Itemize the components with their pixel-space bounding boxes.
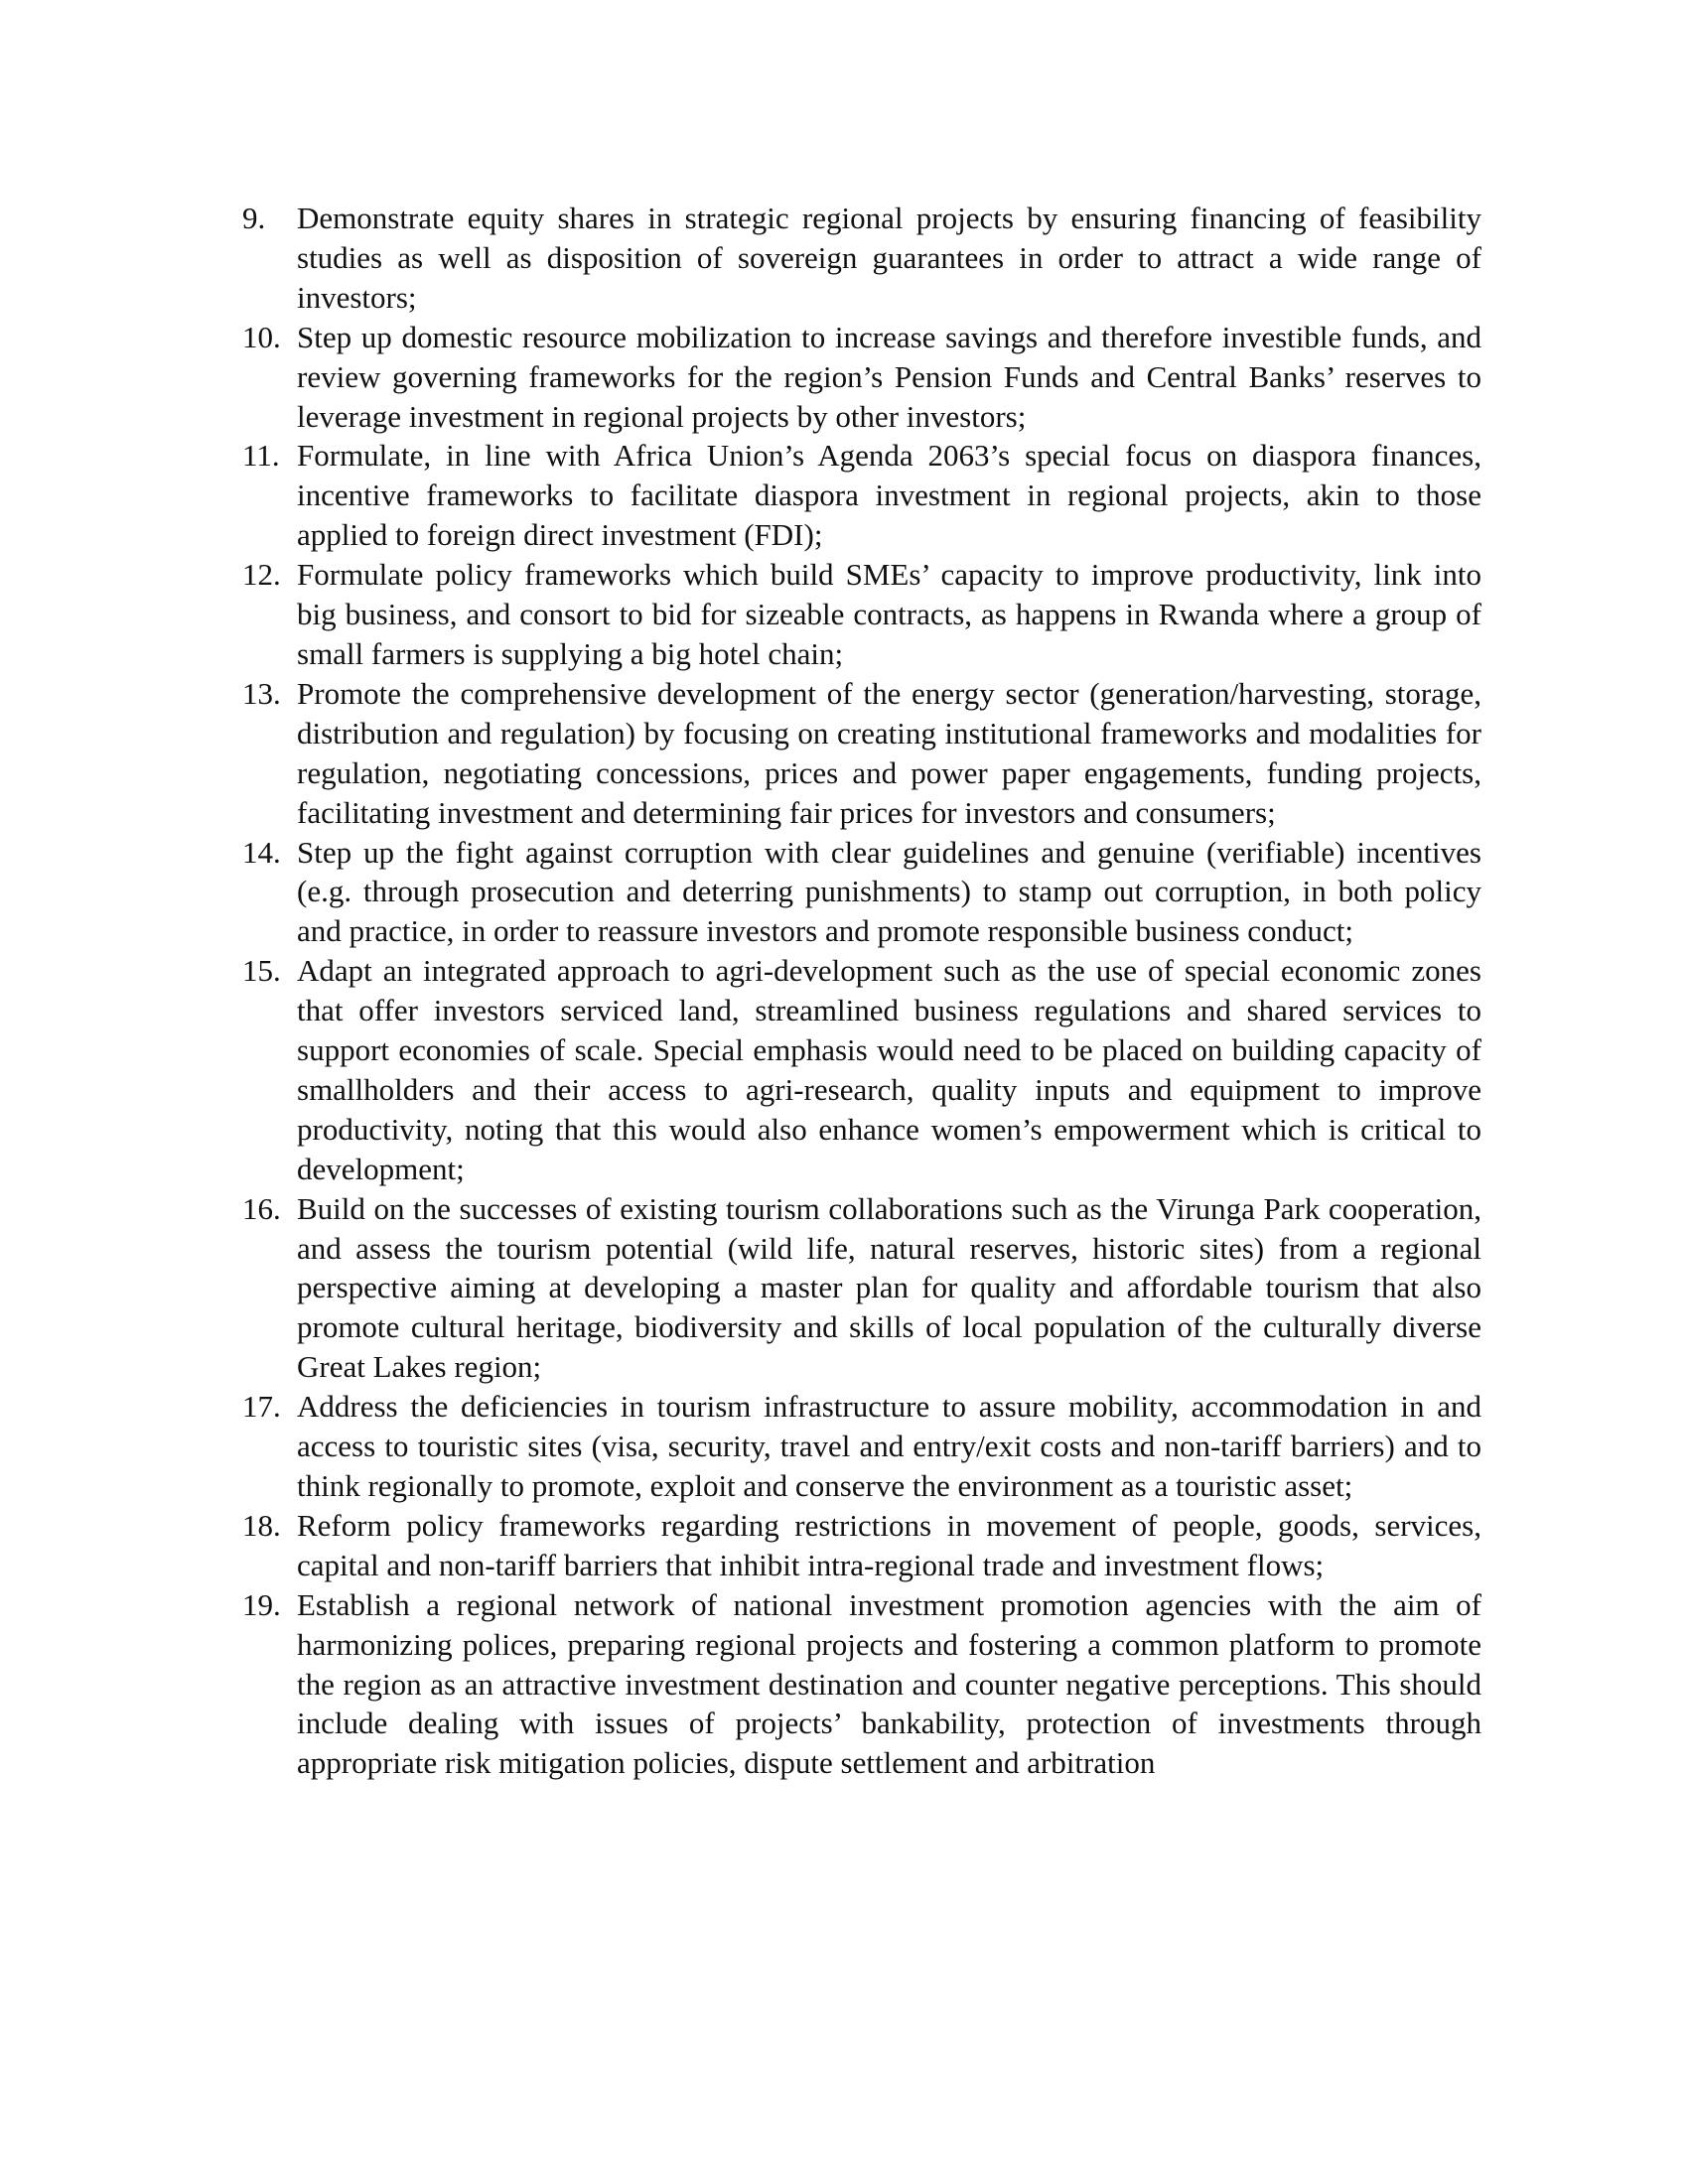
list-item-number: 19. [242,1586,281,1622]
recommendations-list [242,199,1481,1783]
list-item-text: Establish a regional network of national investment promotion agencies with the aim of harmonizing polices, preparing regional projects and fostering a common platform to promote the region as an attractive investment destination and counter negative perceptions. This should include dealing with issues of projects’ bankability, protection of investments through appropriate risk mitigation policies, dispute settlement and arbitration [297,1586,1481,1781]
list-item [242,951,1481,1188]
list-item-text: Formulate policy frameworks which build SMEs’ capacity to improve productivity, link into big business, and consort to bid for sizeable contracts, as happens in Rwanda where a group of small farmers is supplying a big hotel chain; [297,557,1481,671]
list-item-text: Build on the successes of existing tourism collaborations such as the Virunga Park cooperation, and assess the tourism potential (wild life, natural reserves, historic sites) from a regional perspective aiming at developing a master plan for quality and affordable tourism that also promote cultural heritage, biodiversity and skills of local population of the culturally diverse Great Lakes region; [297,1190,1481,1385]
list-item [242,436,1481,555]
list-item-text: Formulate, in line with Africa Union’s Agenda 2063’s special focus on diaspora finances, incentive frameworks to facilitate diaspora investment in regional projects, akin to those applied to foreign direct investment (FDI); [297,438,1481,553]
list-item [242,1585,1481,1784]
list-item [242,1506,1481,1585]
list-item-number: 12. [242,557,281,593]
list-item [242,833,1481,952]
list-item [242,199,1481,318]
list-item-text: Demonstrate equity shares in strategic regional projects by ensuring financing of feasibility studies as well as disposition of sovereign guarantees in order to attract a wide range of investors; [297,201,1481,315]
list-item-text: Reform policy frameworks regarding restrictions in movement of people, goods, services, capital and non-tariff barriers that inhibit intra-regional trade and investment flows; [297,1507,1481,1582]
list-item-number: 18. [242,1507,281,1543]
list-item [242,1189,1481,1388]
list-item-text: Adapt an integrated approach to agri-development such as the use of special economic zones that offer investors serviced land, streamlined business regulations and shared services to support economies of scale. Special emphasis would need to be placed on building capacity of smallholders and their access to agri-research, quality inputs and equipment to improve productivity, noting that this would also enhance women’s empowerment which is critical to development; [297,953,1481,1186]
list-item [242,318,1481,437]
list-item-text: Address the deficiencies in tourism infrastructure to assure mobility, accommodation in and access to touristic sites (visa, security, travel and entry/exit costs and non-tariff barriers) and to think regionally to promote, exploit and conserve the environment as a touristic asset; [297,1389,1481,1503]
list-item-text: Step up domestic resource mobilization to increase savings and therefore investible funds, and review governing frameworks for the region’s Pension Funds and Central Banks’ reserves to leverage investment in regional projects by other investors; [297,319,1481,434]
list-item-number: 10. [242,319,281,354]
list-item-number: 14. [242,834,281,870]
list-item-number: 15. [242,953,281,989]
list-item [242,674,1481,833]
list-item-number: 16. [242,1190,281,1226]
list-item-number: 13. [242,675,281,711]
list-item-number: 9. [242,201,266,235]
list-item [242,555,1481,674]
list-item [242,1387,1481,1506]
list-item-text: Promote the comprehensive development of the energy sector (generation/harvesting, storage, distribution and regulation) by focusing on creating institutional frameworks and modalities for regulation, negotiating concessions, prices and power paper engagements, funding projects, facilitating investment and determining fair prices for investors and consumers; [297,675,1481,830]
list-item-number: 17. [242,1389,281,1425]
list-item-number: 11. [242,438,280,474]
list-item-text: Step up the fight against corruption with clear guidelines and genuine (verifiable) incentives (e.g. through prosecution and deterring punishments) to stamp out corruption, in both policy and practice, in order to reassure investors and promote responsible business conduct; [297,834,1481,949]
